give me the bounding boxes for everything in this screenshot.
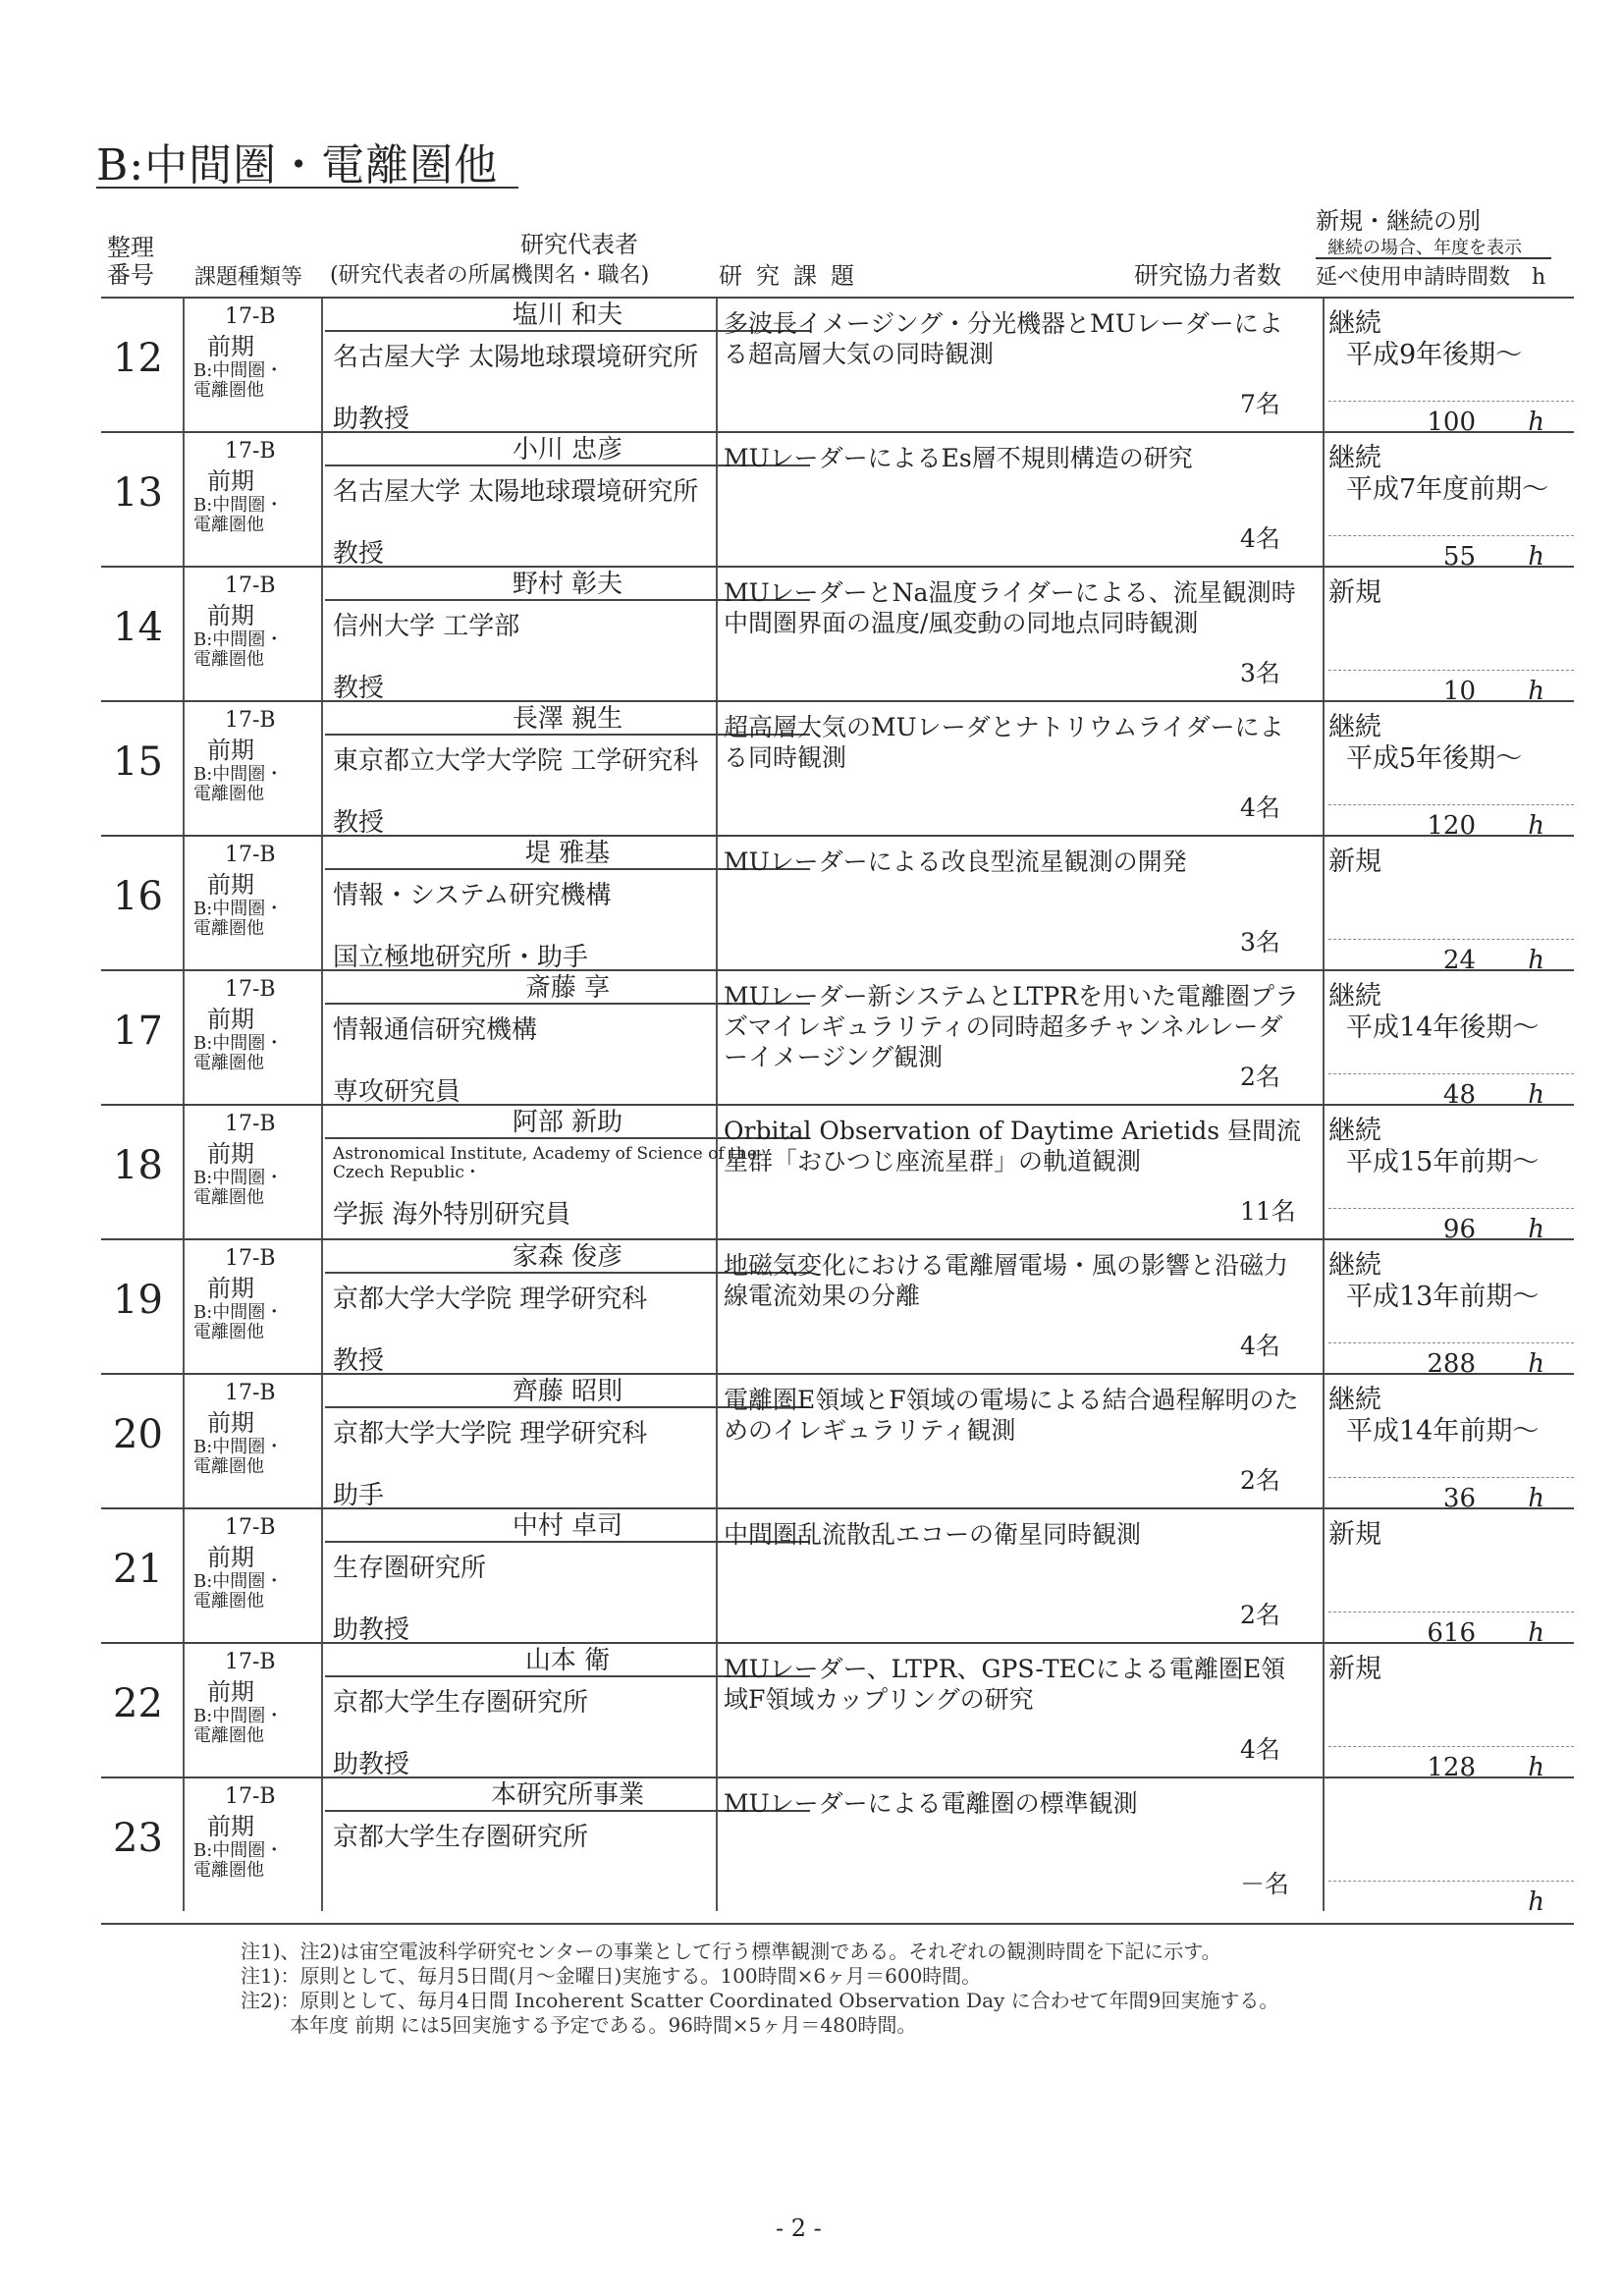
status-since: 平成13年前期～ xyxy=(1346,1282,1540,1312)
footnotes xyxy=(241,1940,1278,2038)
column-divider xyxy=(321,1240,323,1373)
row-number: 18 xyxy=(113,1143,163,1188)
row-number: 19 xyxy=(113,1278,163,1323)
title-underline xyxy=(96,187,518,189)
status-cell xyxy=(1328,443,1574,572)
column-divider xyxy=(321,1375,323,1507)
row-number: 21 xyxy=(113,1547,163,1592)
kind-category: B:中間圏・ xyxy=(193,1168,284,1188)
column-divider xyxy=(183,837,185,969)
column-divider xyxy=(1323,1240,1325,1373)
collaborator-count: 3名 xyxy=(1240,659,1280,687)
representative-name: 齊藤 昭則 xyxy=(325,1377,810,1408)
column-divider xyxy=(1323,971,1325,1104)
kind-code: 17-B xyxy=(225,304,276,329)
representative-affiliation: 生存圏研究所 xyxy=(333,1554,487,1583)
column-divider xyxy=(1323,299,1325,431)
status-cell xyxy=(1328,308,1574,437)
status-type: 新規 xyxy=(1328,847,1381,877)
column-divider xyxy=(1323,1375,1325,1507)
representative-title: 助教授 xyxy=(333,1750,410,1779)
column-divider xyxy=(321,971,323,1104)
representative-name: 斎藤 享 xyxy=(325,973,810,1005)
representative-title: 助教授 xyxy=(333,405,410,434)
kind-term: 前期 xyxy=(207,1006,254,1033)
status-since: 平成5年後期～ xyxy=(1346,743,1523,774)
research-topic: 中間圏乱流散乱エコーの衛星同時観測 xyxy=(724,1520,1142,1549)
column-divider xyxy=(1323,1106,1325,1238)
kind-code: 17-B xyxy=(225,708,276,733)
kind-code: 17-B xyxy=(225,574,276,598)
research-topic: 多波長イメージング・分光機器とMUレーダーによる超高層大気の同時観測 xyxy=(724,309,1283,368)
kind-category: B:中間圏・ xyxy=(193,1437,284,1457)
status-cell xyxy=(1328,1385,1574,1513)
header-collaborators: 研究協力者数 xyxy=(1134,261,1282,290)
project-kind xyxy=(188,1244,320,1342)
representative-name: 山本 衛 xyxy=(325,1646,810,1677)
kind-category: B:中間圏・ xyxy=(193,899,284,919)
kind-category: 電離圏他 xyxy=(193,784,264,804)
representative-affiliation: 情報通信研究機構 xyxy=(333,1015,538,1045)
representative-title: 教授 xyxy=(333,674,385,703)
kind-category: B:中間圏・ xyxy=(193,1033,284,1054)
representative-title: 助教授 xyxy=(333,1615,410,1645)
project-kind xyxy=(188,437,320,535)
hours-unit: h xyxy=(1528,1484,1544,1513)
column-divider xyxy=(321,299,323,431)
representative-title: 国立極地研究所・助手 xyxy=(333,943,589,972)
representative-affiliation: 京都大学大学院 理学研究科 xyxy=(333,1419,648,1449)
column-divider xyxy=(1323,1644,1325,1777)
representative-name: 本研究所事業 xyxy=(325,1780,810,1812)
kind-code: 17-B xyxy=(225,843,276,867)
kind-category: B:中間圏・ xyxy=(193,1302,284,1323)
representative-title: 専攻研究員 xyxy=(333,1077,461,1107)
column-divider xyxy=(1323,433,1325,566)
project-kind xyxy=(188,302,320,401)
column-divider xyxy=(183,971,185,1104)
representative-name: 小川 忠彦 xyxy=(325,435,810,466)
kind-term: 前期 xyxy=(207,737,254,764)
kind-category: B:中間圏・ xyxy=(193,629,284,650)
table-row xyxy=(101,835,1574,975)
collaborator-count: 2名 xyxy=(1240,1466,1280,1495)
column-divider xyxy=(183,1509,185,1642)
kind-code: 17-B xyxy=(225,1246,276,1271)
status-cell xyxy=(1328,847,1574,975)
kind-category: 電離圏他 xyxy=(193,649,264,670)
row-number: 13 xyxy=(113,470,163,516)
kind-term: 前期 xyxy=(207,1409,254,1437)
project-kind xyxy=(188,1782,320,1881)
column-divider xyxy=(1323,1778,1325,1911)
header-number: 整理番号 xyxy=(107,234,154,289)
research-topic: MUレーダーによる電離圏の標準観測 xyxy=(724,1789,1138,1818)
page-number: - 2 - xyxy=(776,2214,822,2242)
hours-value: 48 xyxy=(1442,1080,1476,1110)
representative-title: 学振 海外特別研究員 xyxy=(333,1200,571,1230)
kind-code: 17-B xyxy=(225,977,276,1002)
kind-category: B:中間圏・ xyxy=(193,360,284,381)
kind-category: 電離圏他 xyxy=(193,515,264,535)
table-row xyxy=(101,1777,1574,1917)
representative-affiliation: 京都大学生存圏研究所 xyxy=(333,1823,589,1852)
kind-category: 電離圏他 xyxy=(193,1322,264,1342)
representative-name: 中村 卓司 xyxy=(325,1511,810,1543)
hours-unit: h xyxy=(1528,542,1544,572)
kind-category: B:中間圏・ xyxy=(193,1840,284,1861)
kind-code: 17-B xyxy=(225,439,276,464)
column-divider xyxy=(183,1778,185,1911)
status-type: 新規 xyxy=(1328,577,1381,608)
representative-affiliation: 名古屋大学 太陽地球環境研究所 xyxy=(333,343,699,372)
kind-term: 前期 xyxy=(207,333,254,360)
research-topic: MUレーダー、LTPR、GPS-TECによる電離圏E領域F領域カップリングの研究 xyxy=(724,1655,1286,1714)
kind-category: 電離圏他 xyxy=(193,1187,264,1208)
representative-title: 教授 xyxy=(333,539,385,569)
representative-affiliation: 信州大学 工学部 xyxy=(333,612,520,641)
kind-category: 電離圏他 xyxy=(193,918,264,939)
row-number: 14 xyxy=(113,605,163,650)
collaborator-count: 4名 xyxy=(1240,1735,1280,1764)
note-line: 注1)、注2)は宙空電波科学研究センターの事業として行う標準観測である。それぞれの観測時間を下記に示す。 xyxy=(241,1940,1221,1963)
page-title: B:中間圏・電離圏他 xyxy=(96,140,499,191)
kind-category: 電離圏他 xyxy=(193,1725,264,1746)
row-number: 16 xyxy=(113,874,163,919)
kind-code: 17-B xyxy=(225,1112,276,1136)
representative-affiliation: 東京都立大学大学院 工学研究科 xyxy=(333,746,699,776)
row-number: 23 xyxy=(113,1816,163,1861)
collaborator-count: 11名 xyxy=(1240,1197,1296,1226)
status-cell xyxy=(1328,1250,1574,1379)
representative-name: 野村 彰夫 xyxy=(325,570,810,601)
representative-affiliation: 京都大学大学院 理学研究科 xyxy=(333,1285,648,1314)
representative-title: 教授 xyxy=(333,808,385,838)
hours-value: 616 xyxy=(1427,1618,1476,1648)
kind-category: B:中間圏・ xyxy=(193,764,284,785)
status-type: 継続 xyxy=(1328,981,1381,1011)
kind-category: 電離圏他 xyxy=(193,1860,264,1881)
hours-value: 36 xyxy=(1442,1484,1476,1513)
column-divider xyxy=(1323,568,1325,700)
table-bottom-rule xyxy=(101,1923,1574,1925)
status-since: 平成7年度前期～ xyxy=(1346,474,1549,505)
hours-value: 10 xyxy=(1442,677,1476,706)
kind-term: 前期 xyxy=(207,1275,254,1302)
kind-term: 前期 xyxy=(207,1544,254,1571)
hours-value: 96 xyxy=(1442,1215,1476,1244)
representative-affiliation: 名古屋大学 太陽地球環境研究所 xyxy=(333,477,699,507)
representative-name: 堤 雅基 xyxy=(325,839,810,870)
research-topic: Orbital Observation of Daytime Arietids 昼間流星群「おひつじ座流星群」の軌道観測 xyxy=(724,1117,1302,1175)
kind-code: 17-B xyxy=(225,1515,276,1540)
column-divider xyxy=(321,702,323,835)
project-kind xyxy=(188,1110,320,1208)
representative-name: 阿部 新助 xyxy=(325,1108,810,1139)
collaborator-count: 7名 xyxy=(1240,390,1280,418)
project-kind xyxy=(188,975,320,1073)
hours-unit: h xyxy=(1528,946,1544,975)
status-type: 継続 xyxy=(1328,1385,1381,1415)
column-divider xyxy=(321,433,323,566)
research-topic: MUレーダーとNa温度ライダーによる、流星観測時中間圏界面の温度/風変動の同地点同時観測 xyxy=(724,578,1296,637)
column-divider xyxy=(321,1778,323,1911)
representative-title: 助手 xyxy=(333,1481,385,1510)
kind-code: 17-B xyxy=(225,1381,276,1405)
collaborator-count: 4名 xyxy=(1240,524,1280,553)
table-row xyxy=(101,566,1574,706)
kind-term: 前期 xyxy=(207,467,254,495)
hours-unit: h xyxy=(1528,1753,1544,1782)
table-row xyxy=(101,1104,1574,1244)
hours-unit: h xyxy=(1528,1349,1544,1379)
hours-value: 55 xyxy=(1442,542,1476,572)
column-divider xyxy=(1323,1509,1325,1642)
status-type: 新規 xyxy=(1328,1654,1381,1684)
representative-name: 塩川 和夫 xyxy=(325,301,810,332)
column-divider xyxy=(183,1240,185,1373)
hours-unit: h xyxy=(1528,1215,1544,1244)
column-divider xyxy=(183,1644,185,1777)
requested-hours xyxy=(1328,1881,1574,1917)
project-kind xyxy=(188,1513,320,1612)
column-divider xyxy=(183,433,185,566)
representative-title: 教授 xyxy=(333,1346,385,1376)
hours-value: 100 xyxy=(1427,408,1476,437)
column-divider xyxy=(321,837,323,969)
column-divider xyxy=(183,702,185,835)
project-kind xyxy=(188,841,320,939)
header-representative: 研究代表者 xyxy=(520,231,638,258)
table-row xyxy=(101,1642,1574,1782)
representative-affiliation: Astronomical Institute, Academy of Science of the Czech Republic・ xyxy=(333,1144,757,1182)
project-kind xyxy=(188,1379,320,1477)
row-number: 20 xyxy=(113,1412,163,1457)
research-topic: MUレーダー新システムとLTPRを用いた電離圏プラズマイレギュラリティの同時超多チャンネルレーダーイメージング観測 xyxy=(724,982,1300,1071)
project-kind xyxy=(188,1648,320,1746)
collaborator-count: 3名 xyxy=(1240,928,1280,957)
hours-unit: h xyxy=(1528,408,1544,437)
status-since: 平成15年前期～ xyxy=(1346,1147,1540,1177)
status-since: 平成14年前期～ xyxy=(1346,1416,1540,1447)
column-divider xyxy=(183,1375,185,1507)
hours-value: 128 xyxy=(1427,1753,1476,1782)
column-divider xyxy=(1323,702,1325,835)
kind-category: B:中間圏・ xyxy=(193,1706,284,1726)
representative-name: 長澤 親生 xyxy=(325,704,810,736)
status-cell xyxy=(1328,577,1574,706)
representative-affiliation: 京都大学生存圏研究所 xyxy=(333,1688,589,1718)
header-topic: 研究課題 xyxy=(719,262,868,290)
kind-category: B:中間圏・ xyxy=(193,1571,284,1592)
kind-code: 17-B xyxy=(225,1650,276,1674)
column-divider xyxy=(183,1106,185,1238)
representative-name: 家森 俊彦 xyxy=(325,1242,810,1274)
status-since: 平成14年後期～ xyxy=(1346,1012,1540,1043)
column-divider xyxy=(1323,837,1325,969)
hours-value: 120 xyxy=(1427,811,1476,841)
research-topic: 地磁気変化における電離層電場・風の影響と沿磁力線電流効果の分離 xyxy=(724,1251,1289,1310)
column-divider xyxy=(321,1106,323,1238)
status-type: 継続 xyxy=(1328,443,1381,473)
header-status: 新規・継続の別 xyxy=(1316,207,1481,235)
header-rule xyxy=(1316,257,1551,259)
header-kind: 課題種類等 xyxy=(194,265,303,290)
table-row xyxy=(101,1238,1574,1379)
note-line: 注1)：原則として、毎月5日間(月～金曜日)実施する。100時間×6ヶ月＝600時間。 xyxy=(241,1964,982,1988)
column-divider xyxy=(321,568,323,700)
hours-value: 288 xyxy=(1427,1349,1476,1379)
hours-value: 24 xyxy=(1442,946,1476,975)
collaborator-count: 2名 xyxy=(1240,1063,1280,1091)
status-type: 継続 xyxy=(1328,1250,1381,1281)
status-cell xyxy=(1328,981,1574,1110)
status-type: 継続 xyxy=(1328,308,1381,339)
status-cell xyxy=(1328,1116,1574,1244)
status-cell xyxy=(1328,1519,1574,1648)
kind-category: 電離圏他 xyxy=(193,380,264,401)
status-cell xyxy=(1328,712,1574,841)
representative-affiliation: 情報・システム研究機構 xyxy=(333,881,612,910)
project-kind xyxy=(188,572,320,670)
kind-term: 前期 xyxy=(207,1813,254,1840)
row-number: 15 xyxy=(113,739,163,785)
hours-unit: h xyxy=(1528,1080,1544,1110)
kind-term: 前期 xyxy=(207,602,254,629)
note-line: 注2)：原則として、毎月4日間 Incoherent Scatter Coordinated Observation Day に合わせて年間9回実施する。 xyxy=(241,1989,1279,2012)
hours-unit: h xyxy=(1528,1887,1544,1917)
project-kind xyxy=(188,706,320,804)
table-row xyxy=(101,1373,1574,1513)
kind-category: 電離圏他 xyxy=(193,1591,264,1612)
hours-unit: h xyxy=(1528,677,1544,706)
hours-unit: h xyxy=(1528,1618,1544,1648)
note-line: 本年度 前期 には5回実施する予定である。96時間×5ヶ月＝480時間。 xyxy=(290,2013,917,2037)
status-type: 新規 xyxy=(1328,1519,1381,1550)
table-row xyxy=(101,700,1574,841)
kind-category: B:中間圏・ xyxy=(193,495,284,516)
collaborator-count: 2名 xyxy=(1240,1601,1280,1629)
header-hours: 延べ使用申請時間数 h xyxy=(1316,265,1546,290)
row-number: 22 xyxy=(113,1681,163,1726)
header-affiliation: (研究代表者の所属機関名・職名) xyxy=(330,263,650,288)
kind-term: 前期 xyxy=(207,1140,254,1168)
collaborator-count: －名 xyxy=(1240,1870,1290,1898)
table-row xyxy=(101,969,1574,1110)
kind-term: 前期 xyxy=(207,871,254,899)
hours-unit: h xyxy=(1528,811,1544,841)
research-topic: MUレーダーによる改良型流星観測の開発 xyxy=(724,847,1187,876)
kind-term: 前期 xyxy=(207,1678,254,1706)
kind-code: 17-B xyxy=(225,1784,276,1809)
status-type: 継続 xyxy=(1328,712,1381,742)
row-number: 12 xyxy=(113,336,163,381)
column-divider xyxy=(183,568,185,700)
status-since: 平成9年後期～ xyxy=(1346,340,1523,370)
kind-category: 電離圏他 xyxy=(193,1053,264,1073)
status-cell xyxy=(1328,1654,1574,1782)
collaborator-count: 4名 xyxy=(1240,1332,1280,1360)
research-topic: 超高層大気のMUレーダとナトリウムライダーによる同時観測 xyxy=(724,713,1284,772)
table-row xyxy=(101,431,1574,572)
research-topic: MUレーダーによるEs層不規則構造の研究 xyxy=(724,444,1193,472)
column-divider xyxy=(183,299,185,431)
table-row xyxy=(101,1507,1574,1648)
column-divider xyxy=(321,1644,323,1777)
column-divider xyxy=(321,1509,323,1642)
table-row xyxy=(101,297,1574,437)
kind-category: 電離圏他 xyxy=(193,1456,264,1477)
research-topic: 電離圏E領域とF領域の電場による結合過程解明のためのイレギュラリティ観測 xyxy=(724,1386,1299,1445)
header-status-note: 継続の場合、年度を表示 xyxy=(1327,238,1522,258)
collaborator-count: 4名 xyxy=(1240,793,1280,822)
status-type: 継続 xyxy=(1328,1116,1381,1146)
row-number: 17 xyxy=(113,1009,163,1054)
